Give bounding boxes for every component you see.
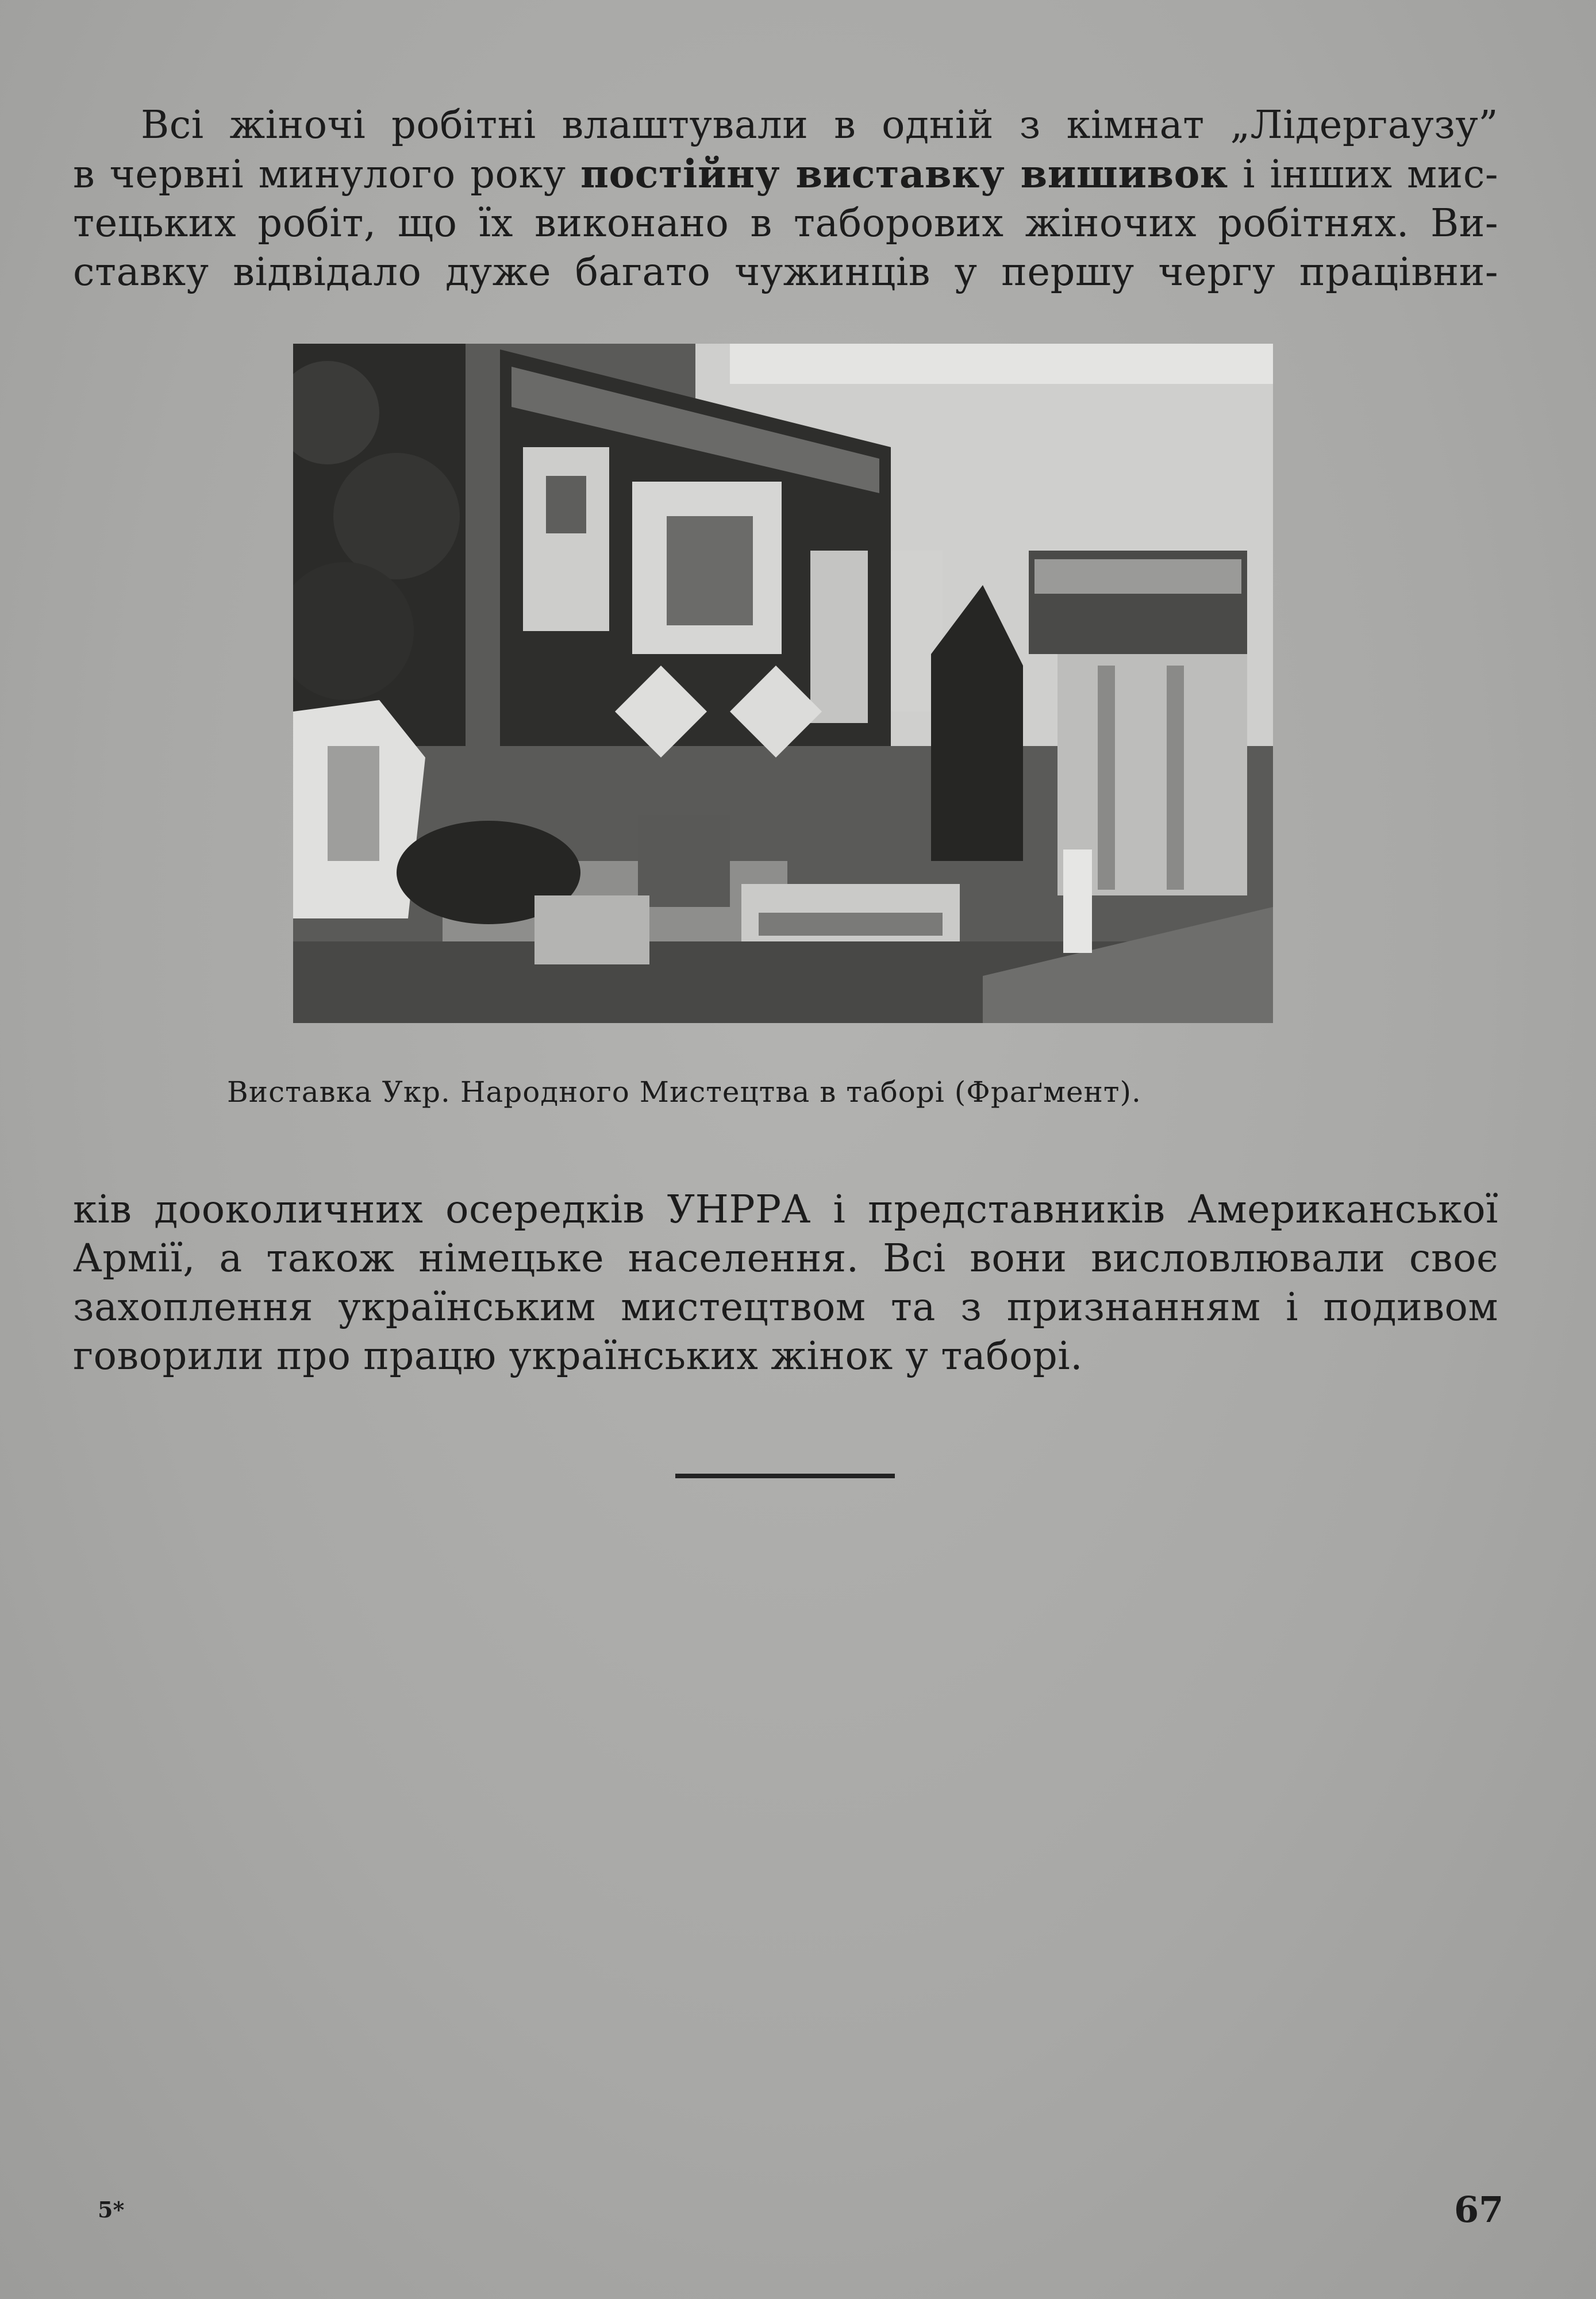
bottom-paragraph-line-3: захоплення українським мистецтвом та з признанням і подивом (73, 1285, 1498, 1329)
signature-mark: 5* (98, 2197, 125, 2223)
bottom-paragraph-line-1: ків дооколичних осередків УНРРА і представників Американської (73, 1187, 1498, 1232)
page-number: 67 (1454, 2189, 1504, 2231)
exhibition-photo-illustration (293, 344, 1273, 1023)
bottom-paragraph (73, 1185, 1498, 1381)
top-paragraph-line-2 (73, 149, 1498, 199)
top-paragraph (73, 101, 1498, 297)
top-paragraph-line-4: ставку відвідало дуже багато чужинців у першу чергу працівни- (73, 249, 1498, 294)
photo-caption: Виставка Укр. Народного Мистецтва в таборі (Фраґмент). (227, 1075, 1141, 1109)
bottom-paragraph-line-4: говорили про працю українських жінок у таборі. (73, 1333, 1083, 1378)
bottom-paragraph-line-2: Армії, а також німецьке населення. Всі вони висловлювали своє (73, 1236, 1498, 1281)
top-paragraph-line-2-start: в червні минулого року (73, 152, 580, 197)
bold-phrase: постійну виставку вишивок (580, 151, 1228, 197)
section-divider (675, 1474, 895, 1478)
top-paragraph-line-2-end: і інших мис- (1228, 152, 1499, 197)
top-paragraph-line-1: Всі жіночі робітні влаштували в одній з кімнат „Лідергаузу” (141, 102, 1498, 147)
exhibition-photo (293, 344, 1273, 1023)
top-paragraph-line-3: тецьких робіт, що їх виконано в таборових жіночих робітнях. Ви- (73, 201, 1498, 245)
